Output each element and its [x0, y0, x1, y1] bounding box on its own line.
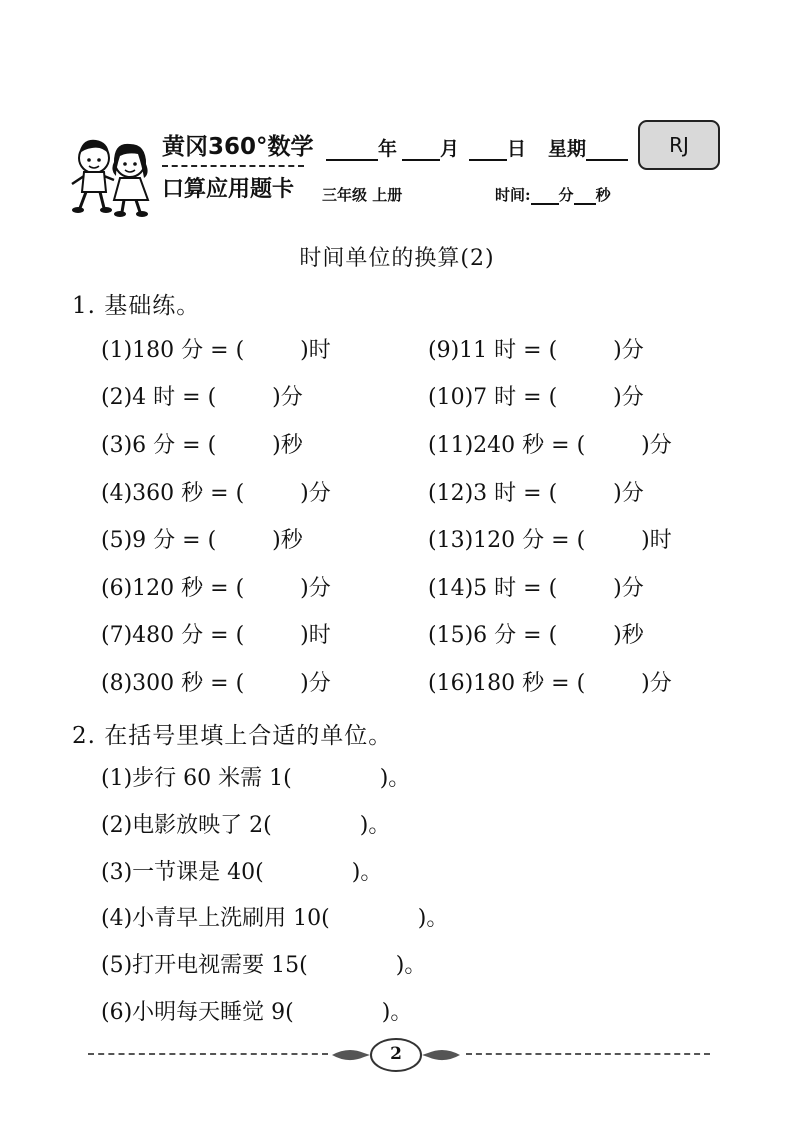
exercise-6-question: (6)120 秒 = ( [101, 576, 245, 601]
minute-blank[interactable] [531, 187, 559, 205]
date-weekday [548, 134, 628, 160]
exercise-2-unit: )分 [272, 385, 303, 410]
exercise-8 [101, 669, 331, 699]
exercise-3-question: (3)6 分 = ( [101, 433, 217, 458]
unit-question-2-end: )。 [359, 813, 391, 838]
date-month [402, 134, 459, 160]
unit-question-5 [101, 951, 426, 981]
exercise-14-question: (14)5 时 = ( [428, 576, 558, 601]
exercise-1-unit: )时 [300, 338, 331, 363]
exercise-16 [428, 669, 672, 699]
exercise-7-question: (7)480 分 = ( [101, 623, 245, 648]
month-label: 月 [440, 138, 460, 160]
exercise-13-question: (13)120 分 = ( [428, 528, 586, 553]
day-blank[interactable] [469, 139, 507, 161]
exercise-14-unit: )分 [613, 576, 644, 601]
unit-question-2-text: (2)电影放映了 2( [101, 813, 272, 838]
time-label: 时间: [495, 186, 531, 204]
second-label: 秒 [595, 186, 611, 204]
exercise-4-unit: )分 [300, 481, 331, 506]
unit-question-4 [101, 904, 448, 934]
exercise-14 [428, 574, 644, 604]
month-blank[interactable] [402, 139, 440, 161]
unit-question-5-end: )。 [395, 953, 427, 978]
exercise-11-question: (11)240 秒 = ( [428, 433, 586, 458]
unit-question-3-end: )。 [351, 860, 383, 885]
exercise-9-question: (9)11 时 = ( [428, 338, 558, 363]
exercise-11 [428, 431, 672, 461]
exercise-3 [101, 431, 303, 461]
exercise-1-question: (1)180 分 = ( [101, 338, 245, 363]
exercise-12-unit: )分 [613, 481, 644, 506]
exercise-7-unit: )时 [300, 623, 331, 648]
brand-title: 黄冈360°数学 [162, 134, 314, 160]
weekday-label: 星期 [548, 138, 587, 160]
exercise-5-question: (5)9 分 = ( [101, 528, 217, 553]
exercise-15 [428, 621, 644, 651]
brand-subtitle: 口算应用题卡 [162, 177, 295, 202]
unit-question-6 [101, 998, 412, 1028]
second-blank[interactable] [574, 187, 596, 205]
footer-divider-left [88, 1053, 328, 1055]
exercise-15-question: (15)6 分 = ( [428, 623, 558, 648]
unit-question-6-text: (6)小明每天睡觉 9( [101, 1000, 294, 1025]
weekday-blank[interactable] [586, 139, 628, 161]
exercise-11-unit: )分 [641, 433, 672, 458]
section1-heading: 1. 基础练。 [72, 293, 201, 319]
unit-question-6-end: )。 [381, 1000, 413, 1025]
exercise-9-unit: )分 [613, 338, 644, 363]
grade-label: 三年级 上册 [322, 186, 403, 204]
footer-divider-right [466, 1053, 710, 1055]
children-mascot-icon [64, 122, 164, 222]
exercise-4 [101, 479, 331, 509]
minute-label: 分 [558, 186, 574, 204]
exercise-10 [428, 383, 644, 413]
page-number: 2 [390, 1044, 402, 1064]
exercise-2 [101, 383, 303, 413]
unit-question-4-text: (4)小青早上洗刷用 10( [101, 906, 330, 931]
unit-question-1-text: (1)步行 60 米需 1( [101, 766, 292, 791]
exercise-8-question: (8)300 秒 = ( [101, 671, 245, 696]
exercise-8-unit: )分 [300, 671, 331, 696]
unit-question-3-text: (3)一节课是 40( [101, 860, 264, 885]
time-record [495, 184, 611, 205]
exercise-3-unit: )秒 [272, 433, 303, 458]
exercise-7 [101, 621, 331, 651]
year-label: 年 [378, 138, 398, 160]
exercise-15-unit: )秒 [613, 623, 644, 648]
exercise-4-question: (4)360 秒 = ( [101, 481, 245, 506]
unit-question-1 [101, 764, 410, 794]
exercise-9 [428, 336, 644, 366]
unit-question-4-end: )。 [417, 906, 449, 931]
unit-question-3 [101, 858, 382, 888]
exercise-2-question: (2)4 时 = ( [101, 385, 217, 410]
date-year [326, 134, 397, 160]
exercise-16-question: (16)180 秒 = ( [428, 671, 586, 696]
exercise-5 [101, 526, 303, 556]
lesson-title: 时间单位的换算(2) [299, 246, 495, 271]
edition-badge: RJ [638, 120, 720, 170]
exercise-10-unit: )分 [613, 385, 644, 410]
unit-question-5-text: (5)打开电视需要 15( [101, 953, 308, 978]
year-blank[interactable] [326, 139, 378, 161]
exercise-13 [428, 526, 672, 556]
unit-question-1-end: )。 [379, 766, 411, 791]
exercise-16-unit: )分 [641, 671, 672, 696]
exercise-5-unit: )秒 [272, 528, 303, 553]
exercise-12-question: (12)3 时 = ( [428, 481, 558, 506]
brand-divider [162, 165, 304, 167]
exercise-1 [101, 336, 331, 366]
exercise-6-unit: )分 [300, 576, 331, 601]
day-label: 日 [507, 138, 527, 160]
exercise-6 [101, 574, 331, 604]
exercise-12 [428, 479, 644, 509]
date-day [469, 134, 526, 160]
section2-heading: 2. 在括号里填上合适的单位。 [72, 723, 393, 749]
exercise-10-question: (10)7 时 = ( [428, 385, 558, 410]
unit-question-2 [101, 811, 390, 841]
exercise-13-unit: )时 [641, 528, 672, 553]
